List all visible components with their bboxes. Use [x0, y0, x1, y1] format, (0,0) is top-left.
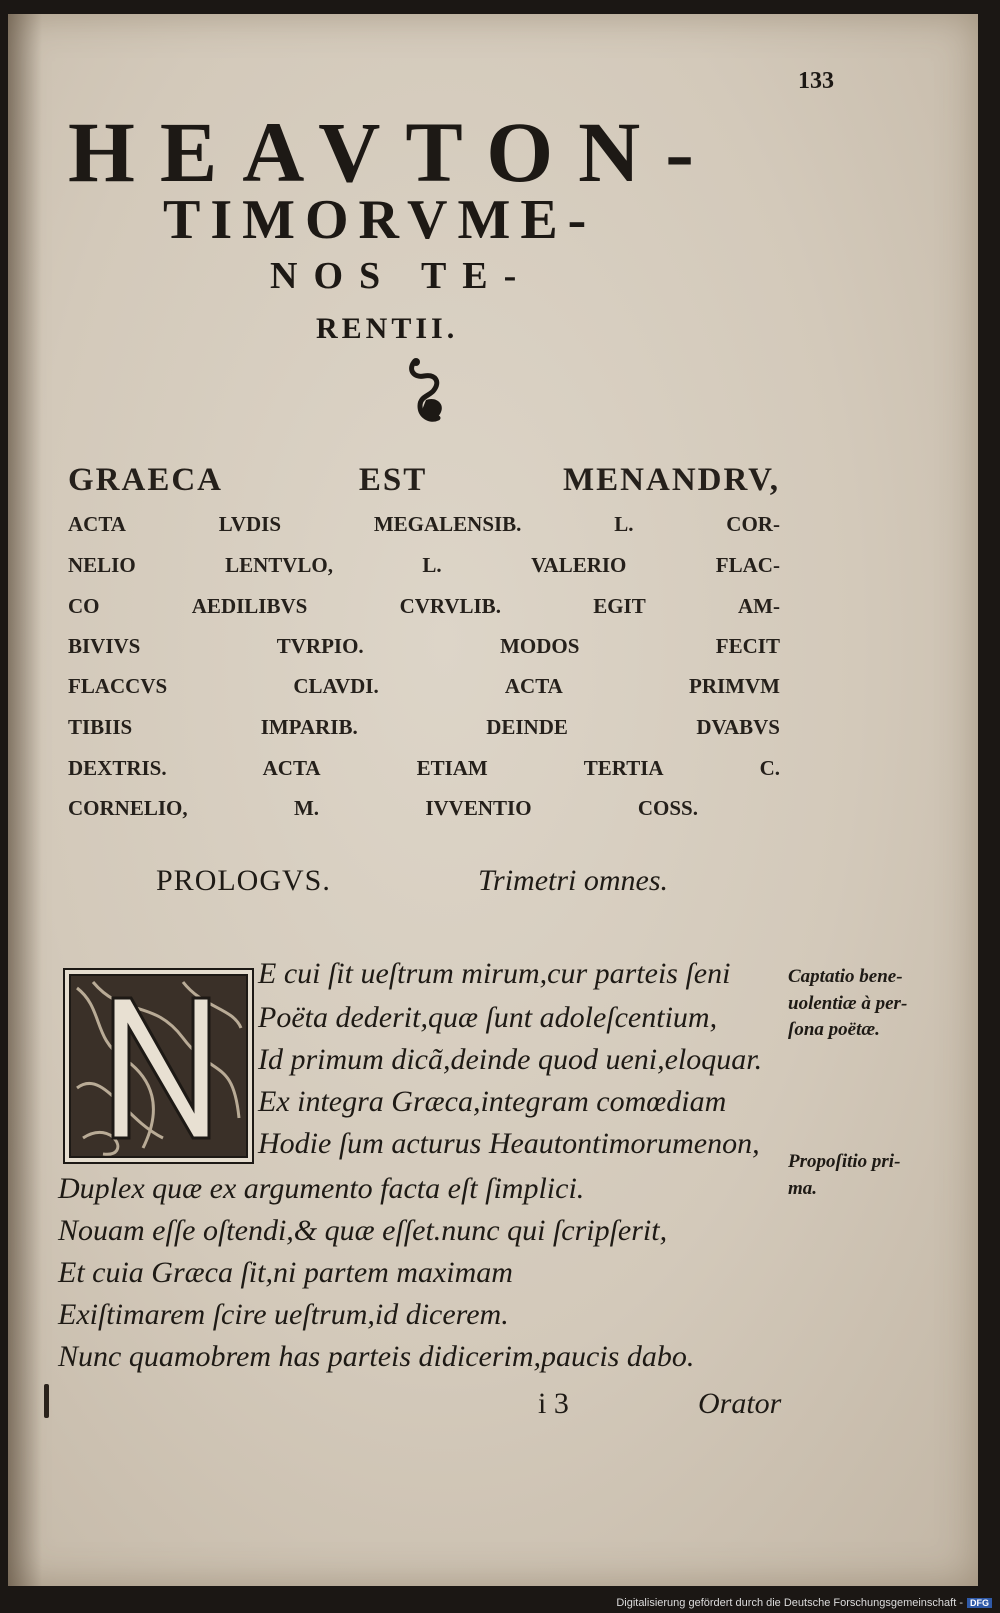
fold-mark — [44, 1384, 49, 1418]
didascalia-word: NELIO — [68, 553, 136, 577]
didascalia-word: GRAECA — [68, 462, 224, 498]
didascalia-word: M. — [293, 796, 320, 820]
verse-line: Duplex quæ ex argumento facta eſt ſimplici. — [58, 1172, 585, 1205]
didascalia-word: CVRVLIB. — [399, 594, 501, 618]
verse-line: Nunc quamobrem has parteis didicerim,paucis dabo. — [58, 1340, 695, 1373]
didascalia-word: EGIT — [593, 594, 646, 618]
didascalia-word: MEGALENSIB. — [373, 512, 522, 536]
verse-line: Et cuia Græca ſit,ni partem maximam — [58, 1256, 513, 1289]
didascalia-word: MENANDRV, — [563, 462, 780, 498]
didascalia-line-8 — [68, 758, 780, 779]
didascalia-word: ACTA — [262, 756, 321, 780]
didascalia-line-9 — [68, 798, 698, 819]
page-number: 133 — [798, 68, 834, 94]
didascalia-word: PRIMVM — [689, 674, 780, 698]
didascalia-word: DEINDE — [486, 715, 568, 739]
didascalia-line-7 — [68, 717, 780, 738]
didascalia-word: DVABVS — [696, 715, 780, 739]
signature-mark: i 3 — [538, 1387, 569, 1420]
didascalia-line-1 — [68, 464, 780, 497]
didascalia-line-4 — [68, 596, 780, 617]
didascalia-line-5 — [68, 636, 780, 657]
verse-line: E cui ſit ueſtrum mirum,cur parteis ſeni — [258, 957, 731, 990]
page-gutter-shadow — [8, 14, 42, 1586]
marginal-note-line: ma. — [788, 1177, 818, 1199]
verse-line: Poëta dederit,quæ ſunt adoleſcentium, — [258, 1001, 718, 1034]
didascalia-word: ETIAM — [416, 756, 488, 780]
marginal-note-line: Captatio bene- — [788, 966, 903, 987]
didascalia-word: TVRPIO. — [276, 634, 364, 658]
dfg-logo: DFG — [967, 1598, 992, 1608]
didascalia-word: ACTA — [504, 674, 563, 698]
didascalia-word: AM- — [738, 594, 780, 618]
didascalia-word: ACTA — [68, 512, 126, 536]
book-page — [8, 14, 978, 1586]
decorated-initial-n-icon — [63, 968, 254, 1164]
title-line-1: HEAVTON- — [68, 104, 719, 200]
marginal-note — [788, 964, 963, 1044]
didascalia-word: IMPARIB. — [260, 715, 358, 739]
didascalia-word: DEXTRIS. — [68, 756, 167, 780]
catchword: Orator — [698, 1387, 782, 1420]
marginal-note-line: uolentiæ à per- — [788, 992, 908, 1014]
verse-line: Id primum dicã,deinde quod ueni,eloquar. — [258, 1043, 763, 1076]
didascalia-word: FECIT — [715, 634, 780, 658]
didascalia-word: FLAC- — [715, 553, 780, 577]
title-line-3: NOS TE- — [270, 255, 533, 297]
title-line-2: TIMORVME- — [163, 189, 597, 251]
didascalia-word: L. — [422, 553, 442, 577]
didascalia-word: FLACCVS — [68, 674, 168, 698]
prologus-heading: PROLOGVS. — [156, 864, 331, 897]
didascalia-word: C. — [759, 756, 780, 780]
didascalia-word: LENTVLO, — [225, 553, 334, 577]
marginal-note — [788, 1149, 963, 1202]
marginal-note-line: ſona poëtæ. — [788, 1019, 880, 1041]
hedera-ornament-icon — [406, 356, 448, 426]
didascalia-line-3 — [68, 555, 780, 576]
didascalia-word: CORNELIO, — [68, 796, 188, 820]
didascalia-word: BIVIVS — [68, 634, 141, 658]
verse-line: Hodie ſum acturus Heautontimorumenon, — [258, 1127, 760, 1160]
didascalia-word: MODOS — [500, 634, 580, 658]
didascalia-word: AEDILIBVS — [191, 594, 308, 618]
didascalia-word: TIBIIS — [68, 715, 133, 739]
didascalia-word: COR- — [726, 512, 780, 536]
digitization-credit — [616, 1597, 992, 1609]
didascalia-word: CO — [68, 594, 100, 618]
title-line-4: RENTII. — [316, 312, 459, 345]
verse-line: Nouam eſſe oſtendi,& quæ eſſet.nunc qui ſcripſerit, — [58, 1214, 668, 1247]
didascalia-word: IVVENTIO — [425, 796, 532, 820]
didascalia-word: L. — [614, 512, 634, 536]
verse-line: Ex integra Græca,integram comœdiam — [258, 1085, 727, 1118]
meter-note: Trimetri omnes. — [478, 864, 669, 897]
didascalia-word: VALERIO — [531, 553, 627, 577]
didascalia-word: CLAVDI. — [293, 674, 379, 698]
didascalia-word: COSS. — [637, 796, 698, 820]
didascalia-word: LVDIS — [218, 512, 282, 536]
marginal-note-line: Propoſitio pri- — [788, 1151, 901, 1172]
verse-line: Exiſtimarem ſcire ueſtrum,id dicerem. — [58, 1298, 509, 1331]
credit-text: Digitalisierung gefördert durch die Deutsche Forschungsgemeinschaft - — [616, 1597, 963, 1609]
didascalia-line-2 — [68, 514, 780, 535]
didascalia-word: EST — [358, 462, 428, 498]
didascalia-line-6 — [68, 676, 780, 697]
didascalia-word: TERTIA — [583, 756, 664, 780]
